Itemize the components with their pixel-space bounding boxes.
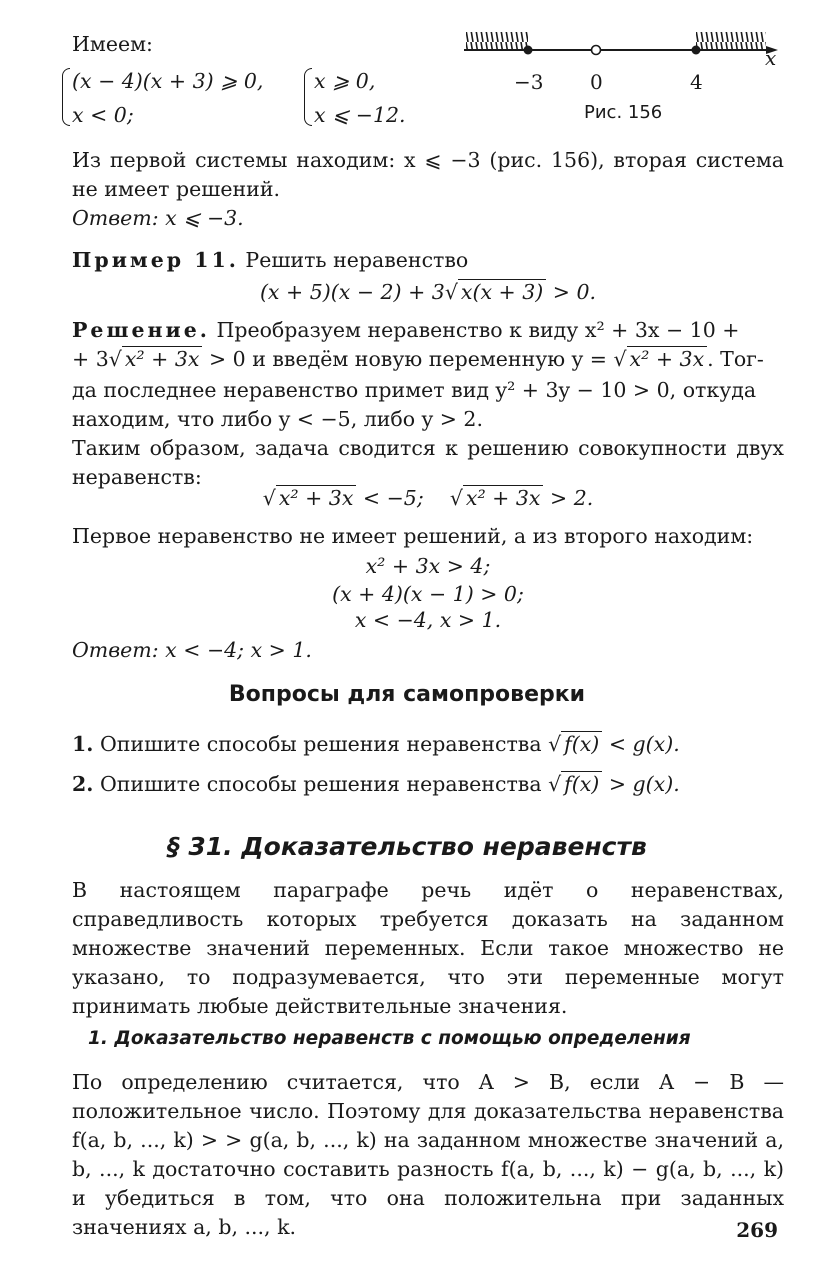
point-0	[592, 46, 601, 55]
eq2-a: < −5;	[356, 486, 424, 510]
solution-line-1-text: Преобразуем неравенство к виду x² + 3x − 10 +	[216, 318, 740, 342]
example-eq-pre: (x + 5)(x − 2) + 3	[259, 280, 445, 304]
solution-line-3: да последнее неравенство примет вид y² + 3y − 10 > 0, откуда	[72, 378, 757, 402]
sol-l2-pre: + 3	[72, 347, 109, 371]
step-2: (x + 4)(x − 1) > 0;	[332, 582, 524, 606]
q2-text: Опишите способы решения неравенства	[99, 772, 542, 796]
system1-brace	[62, 68, 70, 126]
system1-line1: (x − 4)(x + 3) ⩾ 0,	[72, 69, 264, 93]
q2-radicand: f(x)	[561, 771, 602, 796]
eq2-b: > 2.	[543, 486, 594, 510]
paragraph-1: Из первой системы находим: x ⩽ −3 (рис. 156), вторая система не имеет решений.	[72, 148, 784, 201]
questions-title: Вопросы для самопроверки	[228, 682, 586, 707]
q2-number: 2.	[72, 772, 94, 796]
sol-l2-radicand: x² + 3x	[122, 346, 203, 371]
intro-text: Имеем:	[72, 32, 153, 56]
page-number: 269	[736, 1218, 778, 1242]
example-label: Пример 11.	[72, 248, 239, 272]
section-paragraph: В настоящем параграфе речь идёт о неравенствах, справедливость которых требуется доказать на заданном множестве значений переменных. Если такое множество не указано, то подразумевается, что эти переменные могут принимать любые действительные значения.	[72, 878, 784, 1018]
hatch-left	[466, 32, 528, 50]
answer-1	[72, 204, 784, 233]
step-3: x < −4, x > 1.	[354, 608, 502, 632]
system2-line2: x ⩽ −12.	[314, 103, 406, 127]
axis-label: x	[765, 46, 777, 70]
answer-2	[72, 636, 784, 665]
answer-2-label: Ответ	[72, 638, 152, 662]
example-eq-post: > 0.	[546, 280, 597, 304]
solution-line-1	[72, 316, 784, 345]
answer-1-value: : x ⩽ −3.	[151, 206, 244, 230]
tick-0: 0	[590, 70, 603, 94]
paragraph-3: Первое неравенство не имеет решений, а из второго находим:	[72, 524, 754, 548]
eq2-radicand-a: x² + 3x	[276, 485, 357, 510]
figure-caption: Рис. 156	[584, 102, 663, 123]
point-minus-3	[524, 46, 533, 55]
equation-2: √ x² + 3x < −5; √ x² + 3x > 2.	[262, 486, 594, 510]
q1-text: Опишите способы решения неравенства	[99, 732, 542, 756]
tick-minus-3: −3	[514, 70, 544, 94]
subsection-paragraph: По определению считается, что A > B, если A − B — положительное число. Поэтому для доказательства неравенства f(a, b, ..., k) > > g(a, b, ..., k) на заданном множестве значений a, b, ..., k достаточно составить разность f(a, b, ..., k) − g(a, b, ..., k) и убедиться в том, что она положительна при заданных значениях a, b, ..., k.	[72, 1070, 784, 1239]
q1-number: 1.	[72, 732, 94, 756]
question-1: 1. Опишите способы решения неравенства √ f(x) < g(x).	[72, 732, 680, 756]
step-1: x² + 3x > 4;	[365, 554, 491, 578]
example-equation: (x + 5)(x − 2) + 3√ x(x + 3) > 0.	[259, 280, 597, 304]
sol-l2-mid: > 0 и введём новую переменную y =	[202, 347, 614, 371]
tick-4: 4	[690, 70, 703, 94]
system2-brace	[304, 68, 312, 126]
sol-l2-post: . Тог-	[707, 347, 764, 371]
number-line-figure	[460, 30, 780, 70]
system1-line2: x < 0;	[72, 103, 134, 127]
system2-line1: x ⩾ 0,	[314, 69, 376, 93]
q1-post: < g(x).	[602, 732, 680, 756]
subsection-title: 1. Доказательство неравенств с помощью определения	[88, 1028, 691, 1049]
q1-radicand: f(x)	[561, 731, 602, 756]
hatch-right	[696, 32, 766, 50]
section-title: § 31. Доказательство неравенств	[167, 832, 647, 861]
answer-2-value: : x < −4; x > 1.	[151, 638, 312, 662]
sol-l2-radicand-2: x² + 3x	[627, 346, 708, 371]
q2-post: > g(x).	[602, 772, 680, 796]
example-eq-radicand: x(x + 3)	[458, 279, 546, 304]
example-text: Решить неравенство	[245, 248, 469, 272]
solution-label: Решение.	[72, 318, 210, 342]
solution-line-2: + 3√ x² + 3x > 0 и введём новую переменную y = √ x² + 3x . Тог-	[72, 347, 764, 371]
answer-1-label: Ответ	[72, 206, 152, 230]
solution-line-4: находим, что либо y < −5, либо y > 2.	[72, 407, 483, 431]
paragraph-2: Таким образом, задача сводится к решению совокупности двух неравенств:	[72, 436, 784, 489]
eq2-radicand-b: x² + 3x	[463, 485, 544, 510]
point-4	[692, 46, 701, 55]
question-2: 2. Опишите способы решения неравенства √ f(x) > g(x).	[72, 772, 680, 796]
example-heading	[72, 246, 784, 275]
